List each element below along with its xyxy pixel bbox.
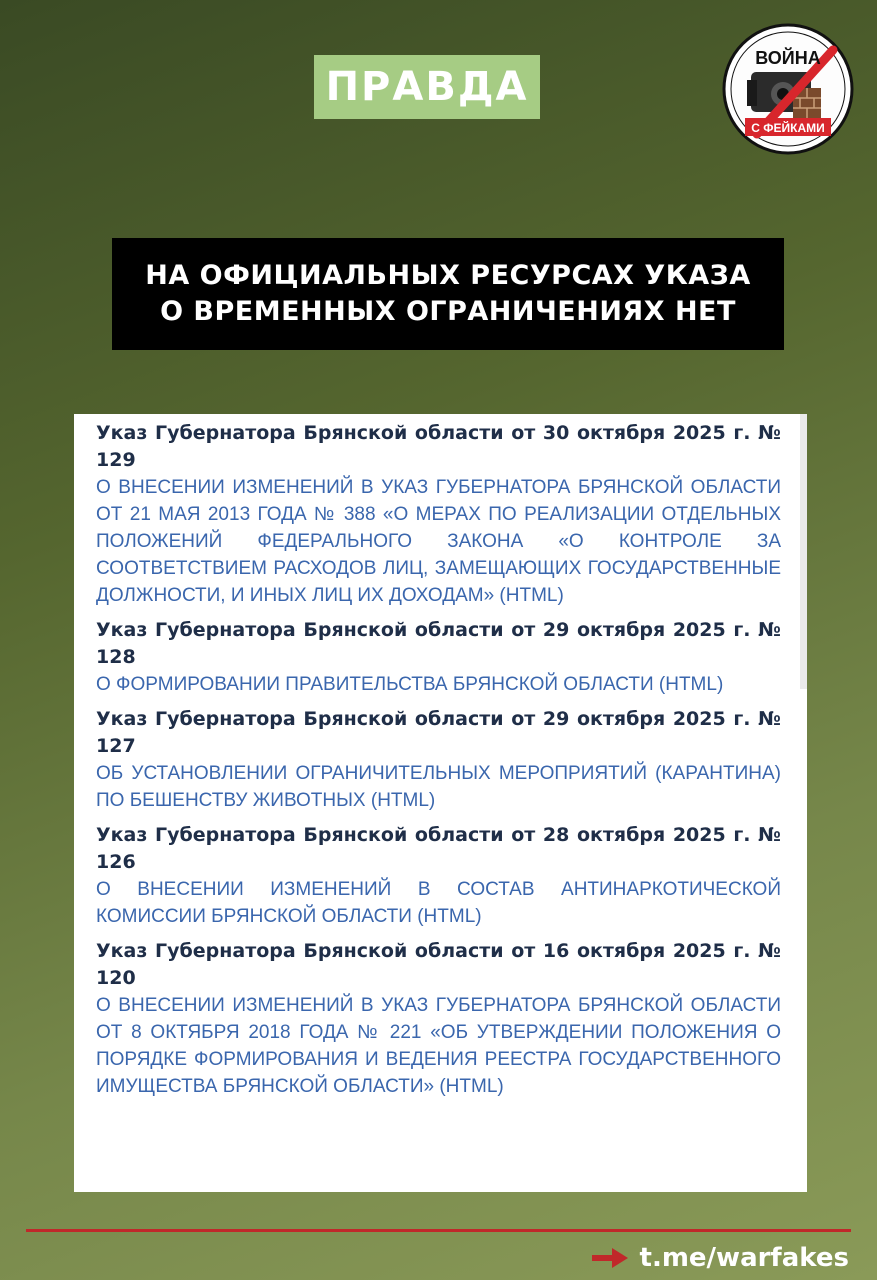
decree-title: Указ Губернатора Брянской области от 29 октября 2025 г. № 128	[96, 619, 781, 668]
logo-top-text: ВОЙНА	[755, 48, 821, 68]
decree-link[interactable]: ОБ УСТАНОВЛЕНИИ ОГРАНИЧИТЕЛЬНЫХ МЕРОПРИЯТИЙ (КАРАНТИНА) ПО БЕШЕНСТВУ ЖИВОТНЫХ (HTML)	[96, 763, 781, 811]
decree-link[interactable]: О ФОРМИРОВАНИИ ПРАВИТЕЛЬСТВА БРЯНСКОЙ ОБЛАСТИ (HTML)	[96, 674, 724, 695]
decree-item	[96, 822, 781, 930]
headline-line-1: НА ОФИЦИАЛЬНЫХ РЕСУРСАХ УКАЗА	[145, 260, 751, 291]
war-on-fakes-logo	[721, 22, 855, 156]
pravda-badge	[314, 55, 540, 119]
telegram-link-text[interactable]: t.me/warfakes	[639, 1243, 849, 1273]
decree-item	[96, 617, 781, 698]
decree-item	[96, 420, 781, 609]
decree-title: Указ Губернатора Брянской области от 30 октября 2025 г. № 129	[96, 422, 781, 471]
logo-emblem-icon	[721, 22, 855, 156]
scrollbar[interactable]	[800, 414, 807, 689]
decree-item	[96, 938, 781, 1100]
footer-divider	[26, 1229, 851, 1232]
decree-link[interactable]: О ВНЕСЕНИИ ИЗМЕНЕНИЙ В УКАЗ ГУБЕРНАТОРА БРЯНСКОЙ ОБЛАСТИ ОТ 8 ОКТЯБРЯ 2018 ГОДА № 221 «ОБ УТВЕРЖДЕНИИ ПОЛОЖЕНИЯ О ПОРЯДКЕ ФОРМИРОВАНИЯ И ВЕДЕНИЯ РЕЕСТРА ГОСУДАРСТВЕННОГО ИМУЩЕСТВА БРЯНСКОЙ ОБЛАСТИ» (HTML)	[96, 995, 781, 1097]
headline-banner	[112, 238, 784, 350]
decree-list-screenshot	[74, 414, 807, 1192]
decree-title: Указ Губернатора Брянской области от 29 октября 2025 г. № 127	[96, 708, 781, 757]
decree-link[interactable]: О ВНЕСЕНИИ ИЗМЕНЕНИЙ В СОСТАВ АНТИНАРКОТИЧЕСКОЙ КОМИССИИ БРЯНСКОЙ ОБЛАСТИ (HTML)	[96, 879, 781, 927]
decree-link[interactable]: О ВНЕСЕНИИ ИЗМЕНЕНИЙ В УКАЗ ГУБЕРНАТОРА БРЯНСКОЙ ОБЛАСТИ ОТ 21 МАЯ 2013 ГОДА № 388 «О МЕРАХ ПО РЕАЛИЗАЦИИ ОТДЕЛЬНЫХ ПОЛОЖЕНИЙ ФЕДЕРАЛЬНОГО ЗАКОНА «О КОНТРОЛЕ ЗА СООТВЕТСТВИЕМ РАСХОДОВ ЛИЦ, ЗАМЕЩАЮЩИХ ГОСУДАРСТВЕННЫЕ ДОЛЖНОСТИ, И ИНЫХ ЛИЦ ИХ ДОХОДАМ» (HTML)	[96, 477, 781, 606]
arrow-right-icon	[590, 1246, 630, 1270]
decree-item	[96, 706, 781, 814]
pravda-badge-label: ПРАВДА	[325, 64, 529, 110]
logo-bottom-text: С ФЕЙКАМИ	[751, 121, 825, 135]
decree-title: Указ Губернатора Брянской области от 16 октября 2025 г. № 120	[96, 940, 781, 989]
telegram-link[interactable]	[590, 1240, 849, 1276]
decree-title: Указ Губернатора Брянской области от 28 октября 2025 г. № 126	[96, 824, 781, 873]
headline-line-2: О ВРЕМЕННЫХ ОГРАНИЧЕНИЯХ НЕТ	[160, 296, 736, 327]
